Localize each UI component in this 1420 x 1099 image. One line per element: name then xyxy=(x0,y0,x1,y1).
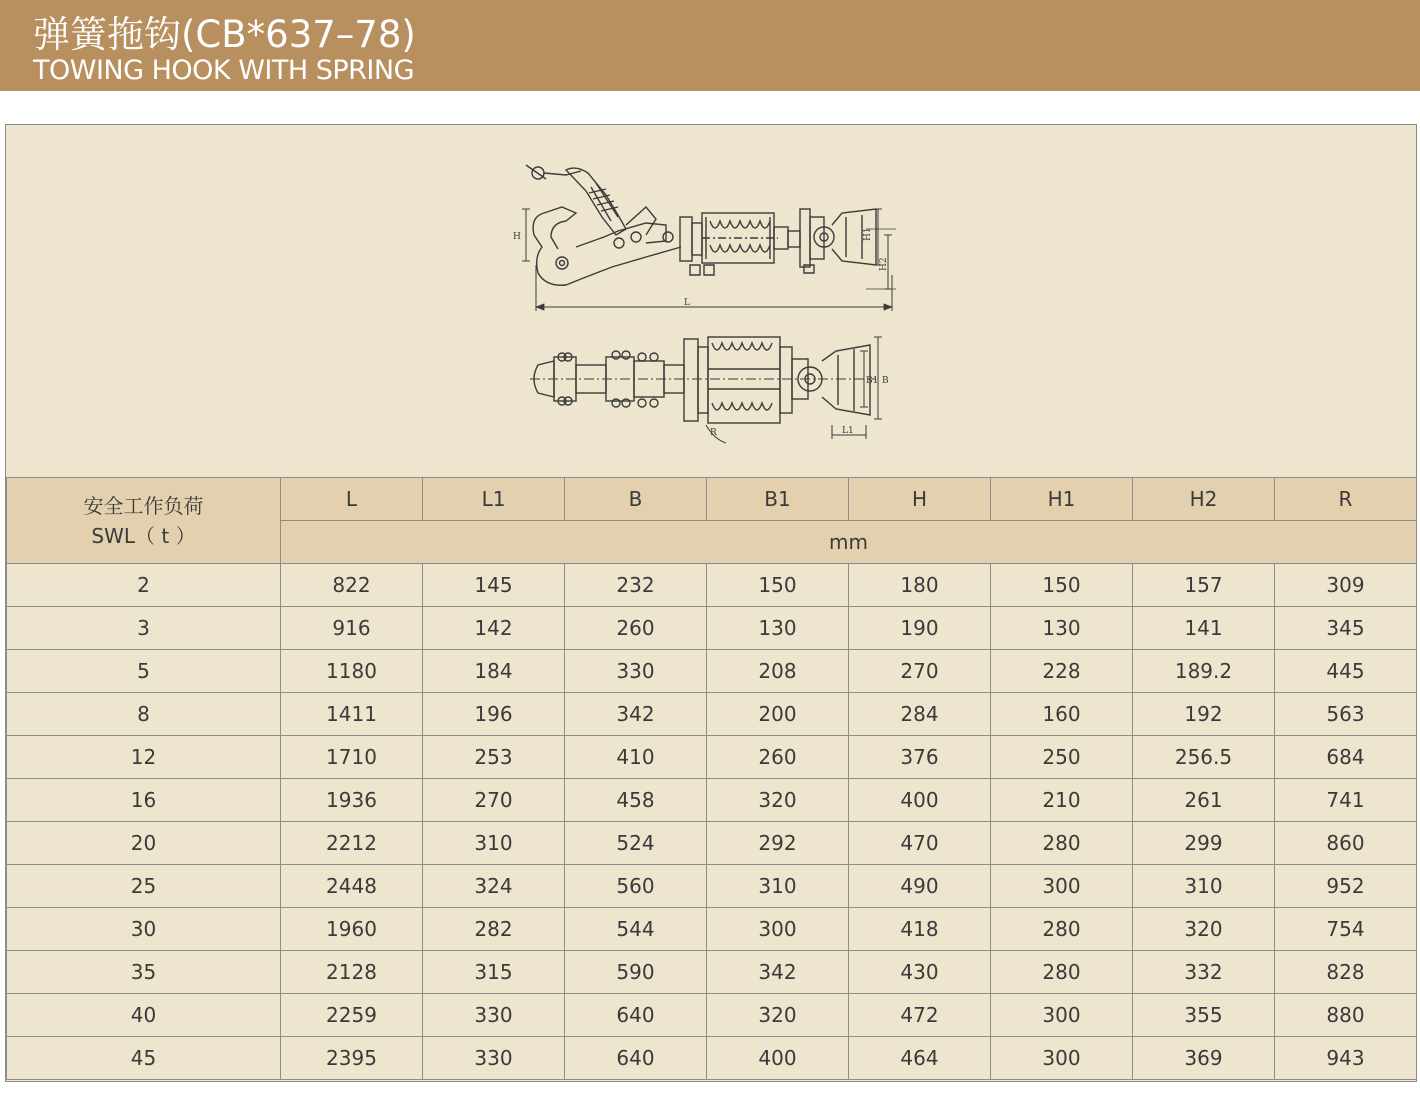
dimension-cell: 210 xyxy=(991,779,1133,822)
swl-cell: 2 xyxy=(7,564,281,607)
dimension-cell: 916 xyxy=(281,607,423,650)
dimension-cell: 1710 xyxy=(281,736,423,779)
dimension-cell: 141 xyxy=(1133,607,1275,650)
dimension-cell: 355 xyxy=(1133,994,1275,1037)
dimension-cell: 376 xyxy=(849,736,991,779)
page-header xyxy=(0,0,1420,91)
swl-cell: 12 xyxy=(7,736,281,779)
spec-table-body xyxy=(7,564,1417,1080)
swl-cell: 5 xyxy=(7,650,281,693)
dimension-cell: 524 xyxy=(565,822,707,865)
dimension-cell: 284 xyxy=(849,693,991,736)
dimension-cell: 2212 xyxy=(281,822,423,865)
column-header: H xyxy=(849,478,991,521)
dimension-cell: 418 xyxy=(849,908,991,951)
dimension-cell: 280 xyxy=(991,951,1133,994)
dimension-cell: 282 xyxy=(423,908,565,951)
dimension-cell: 828 xyxy=(1275,951,1417,994)
dimension-cell: 1411 xyxy=(281,693,423,736)
dimension-cell: 310 xyxy=(1133,865,1275,908)
dimension-cell: 270 xyxy=(423,779,565,822)
swl-cell: 16 xyxy=(7,779,281,822)
table-row xyxy=(7,650,1417,693)
dimension-cell: 470 xyxy=(849,822,991,865)
table-row xyxy=(7,822,1417,865)
dimension-cell: 345 xyxy=(1275,607,1417,650)
column-header: L xyxy=(281,478,423,521)
swl-header-cn: 安全工作负荷 xyxy=(83,493,204,518)
swl-header xyxy=(7,478,281,564)
dimension-cell: 315 xyxy=(423,951,565,994)
dimension-cell: 342 xyxy=(565,693,707,736)
dimension-cell: 880 xyxy=(1275,994,1417,1037)
dimension-cell: 1936 xyxy=(281,779,423,822)
dimension-cell: 310 xyxy=(423,822,565,865)
dimension-cell: 270 xyxy=(849,650,991,693)
dimension-cell: 410 xyxy=(565,736,707,779)
dimension-cell: 300 xyxy=(991,1037,1133,1080)
dimension-cell: 563 xyxy=(1275,693,1417,736)
dimension-cell: 260 xyxy=(565,607,707,650)
table-row xyxy=(7,779,1417,822)
swl-cell: 40 xyxy=(7,994,281,1037)
dimension-cell: 458 xyxy=(565,779,707,822)
dimension-cell: 640 xyxy=(565,1037,707,1080)
dimension-cell: 400 xyxy=(849,779,991,822)
table-row xyxy=(7,1037,1417,1080)
dimension-cell: 330 xyxy=(565,650,707,693)
table-row xyxy=(7,865,1417,908)
dimension-cell: 130 xyxy=(991,607,1133,650)
dimension-cell: 1960 xyxy=(281,908,423,951)
dimension-cell: 640 xyxy=(565,994,707,1037)
dimension-cell: 300 xyxy=(991,865,1133,908)
dimension-cell: 300 xyxy=(991,994,1133,1037)
table-row xyxy=(7,908,1417,951)
dimension-cell: 208 xyxy=(707,650,849,693)
dim-label-l1: L1 xyxy=(842,426,854,436)
table-row xyxy=(7,693,1417,736)
dimension-cell: 142 xyxy=(423,607,565,650)
column-header: B xyxy=(565,478,707,521)
column-header: B1 xyxy=(707,478,849,521)
table-row xyxy=(7,994,1417,1037)
column-header: R xyxy=(1275,478,1417,521)
swl-cell: 8 xyxy=(7,693,281,736)
dim-label-l: L xyxy=(684,298,690,308)
dimension-cell: 200 xyxy=(707,693,849,736)
dim-label-b1: B1 xyxy=(866,376,879,386)
dimension-cell: 400 xyxy=(707,1037,849,1080)
dimension-cell: 160 xyxy=(991,693,1133,736)
dimension-cell: 330 xyxy=(423,1037,565,1080)
dim-label-r: R xyxy=(710,428,717,438)
dimension-cell: 184 xyxy=(423,650,565,693)
dimension-cell: 309 xyxy=(1275,564,1417,607)
dimension-cell: 2448 xyxy=(281,865,423,908)
dimension-cell: 2259 xyxy=(281,994,423,1037)
dimension-cell: 180 xyxy=(849,564,991,607)
table-row xyxy=(7,607,1417,650)
dimension-cell: 260 xyxy=(707,736,849,779)
dimension-cell: 299 xyxy=(1133,822,1275,865)
dimension-cell: 280 xyxy=(991,822,1133,865)
swl-cell: 35 xyxy=(7,951,281,994)
dimension-cell: 261 xyxy=(1133,779,1275,822)
dimension-cell: 590 xyxy=(565,951,707,994)
dim-label-h: H xyxy=(513,232,521,242)
dimension-cell: 952 xyxy=(1275,865,1417,908)
dimension-cell: 150 xyxy=(707,564,849,607)
dimension-cell: 544 xyxy=(565,908,707,951)
dimension-cell: 445 xyxy=(1275,650,1417,693)
dimension-cell: 369 xyxy=(1133,1037,1275,1080)
dimension-cell: 256.5 xyxy=(1133,736,1275,779)
dimension-cell: 943 xyxy=(1275,1037,1417,1080)
unit-header: mm xyxy=(281,521,1417,564)
dimension-cell: 560 xyxy=(565,865,707,908)
dimension-cell: 292 xyxy=(707,822,849,865)
dimension-cell: 324 xyxy=(423,865,565,908)
dimension-cell: 300 xyxy=(707,908,849,951)
dim-label-h2: H2 xyxy=(879,257,889,271)
spec-table xyxy=(6,477,1417,1080)
dimension-cell: 196 xyxy=(423,693,565,736)
dimension-cell: 472 xyxy=(849,994,991,1037)
product-title-en: TOWING HOOK WITH SPRING xyxy=(33,55,415,86)
swl-cell: 25 xyxy=(7,865,281,908)
table-row xyxy=(7,564,1417,607)
dimension-cell: 860 xyxy=(1275,822,1417,865)
technical-drawing xyxy=(6,125,1416,477)
dimension-cell: 232 xyxy=(565,564,707,607)
dimension-cell: 192 xyxy=(1133,693,1275,736)
dimension-cell: 490 xyxy=(849,865,991,908)
dimension-cell: 2128 xyxy=(281,951,423,994)
table-row xyxy=(7,951,1417,994)
product-title-cn: 弹簧拖钩(CB*637–78) xyxy=(33,13,416,56)
dimension-cell: 250 xyxy=(991,736,1133,779)
dimension-cell: 754 xyxy=(1275,908,1417,951)
dimension-cell: 332 xyxy=(1133,951,1275,994)
dimension-cell: 320 xyxy=(707,779,849,822)
dimension-cell: 150 xyxy=(991,564,1133,607)
dimension-cell: 464 xyxy=(849,1037,991,1080)
dimension-cell: 320 xyxy=(1133,908,1275,951)
swl-cell: 20 xyxy=(7,822,281,865)
dimension-cell: 684 xyxy=(1275,736,1417,779)
dimension-cell: 190 xyxy=(849,607,991,650)
dimension-cell: 741 xyxy=(1275,779,1417,822)
dimension-cell: 342 xyxy=(707,951,849,994)
dimension-cell: 280 xyxy=(991,908,1133,951)
swl-header-en: SWL（ t ） xyxy=(91,523,196,548)
towing-hook-drawing xyxy=(6,125,1416,477)
dimension-cell: 189.2 xyxy=(1133,650,1275,693)
column-header: L1 xyxy=(423,478,565,521)
dimension-cell: 320 xyxy=(707,994,849,1037)
swl-cell: 45 xyxy=(7,1037,281,1080)
column-header: H1 xyxy=(991,478,1133,521)
table-row xyxy=(7,736,1417,779)
dimension-cell: 822 xyxy=(281,564,423,607)
swl-cell: 30 xyxy=(7,908,281,951)
dimension-cell: 228 xyxy=(991,650,1133,693)
dimension-cell: 1180 xyxy=(281,650,423,693)
swl-cell: 3 xyxy=(7,607,281,650)
dimension-cell: 157 xyxy=(1133,564,1275,607)
column-header: H2 xyxy=(1133,478,1275,521)
dimension-cell: 430 xyxy=(849,951,991,994)
dimension-cell: 330 xyxy=(423,994,565,1037)
spec-panel xyxy=(5,124,1417,1082)
dimension-cell: 253 xyxy=(423,736,565,779)
dimension-cell: 145 xyxy=(423,564,565,607)
dim-label-h1: H1 xyxy=(863,227,873,241)
dimension-cell: 310 xyxy=(707,865,849,908)
dimension-cell: 2395 xyxy=(281,1037,423,1080)
dim-label-b: B xyxy=(882,376,889,386)
dimension-cell: 130 xyxy=(707,607,849,650)
